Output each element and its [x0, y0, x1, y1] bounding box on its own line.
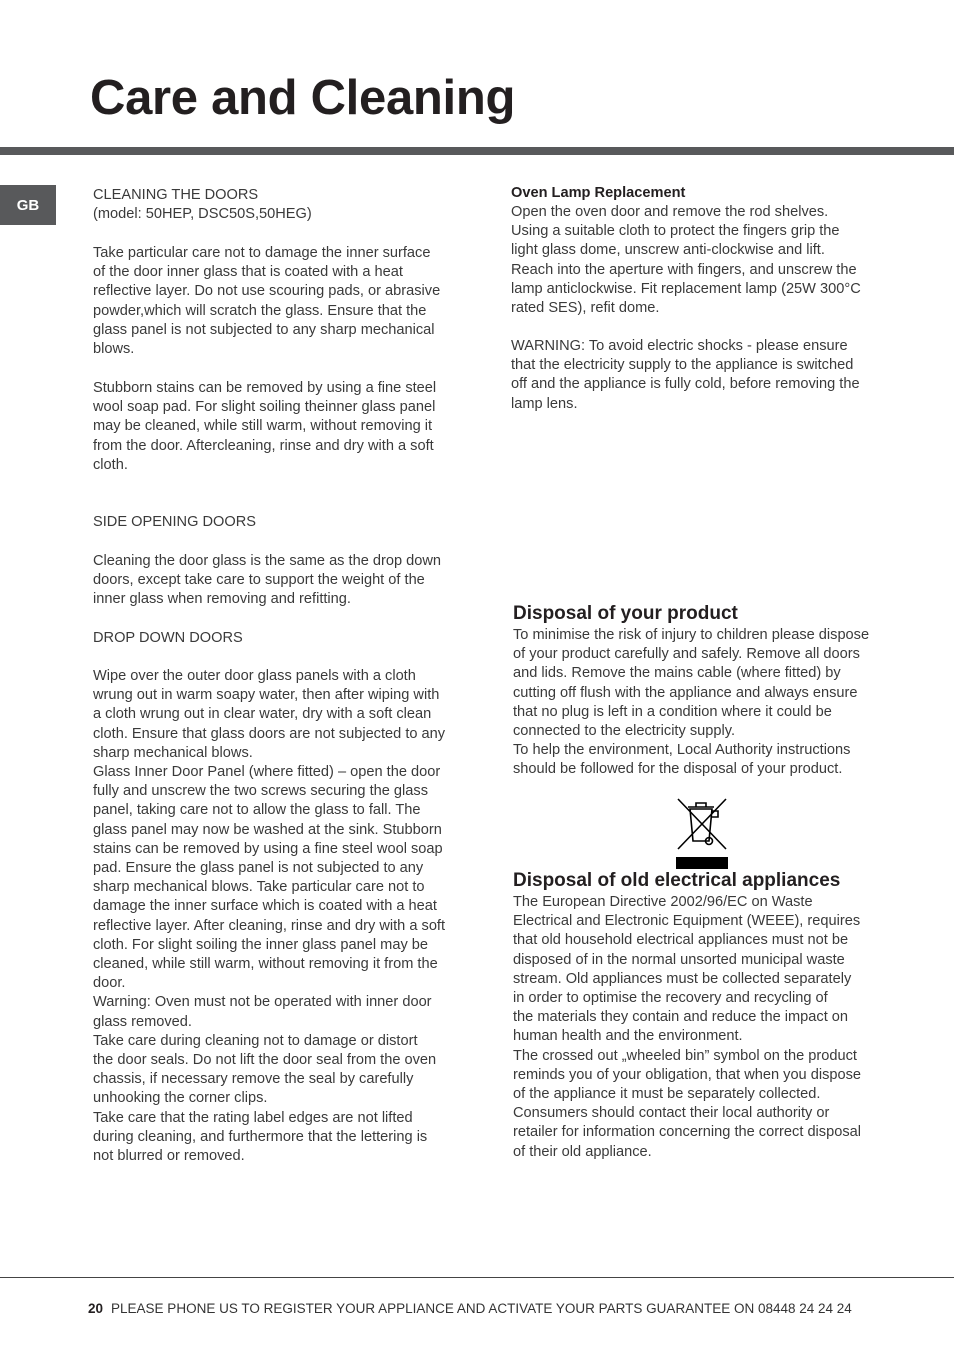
- text-line: and lids. Remove the mains cable (where fitted) by: [513, 665, 841, 682]
- text-line: not blurred or removed.: [93, 1148, 245, 1165]
- text-line: lamp lens.: [511, 395, 578, 412]
- text-line: should be followed for the disposal of your product.: [513, 761, 843, 778]
- text-line: sharp mechanical blows.: [93, 744, 253, 761]
- text-line: Wipe over the outer door glass panels with a cloth: [93, 668, 416, 684]
- text-line: wool soap pad. For slight soiling theinner glass panel: [93, 399, 436, 416]
- text-line: Open the oven door and remove the rod shelves.: [511, 204, 829, 220]
- header-divider: [0, 147, 954, 155]
- text-line: SIDE OPENING DOORS: [93, 514, 256, 530]
- lamp-para: [511, 203, 861, 318]
- text-line: cleaned, while still warm, without removing it from the: [93, 956, 438, 973]
- text-line: rated SES), refit dome.: [511, 300, 660, 317]
- text-line: fully and unscrew the two screws securing the glass: [93, 783, 429, 800]
- text-line: from the door. Aftercleaning, rinse and dry with a soft: [93, 437, 434, 454]
- text-line: of their old appliance.: [513, 1143, 652, 1160]
- text-line: Glass Inner Door Panel (where fitted) – open the door: [93, 764, 441, 781]
- text-line: door.: [93, 975, 126, 992]
- text-line: wrung out in warm soapy water, then after wiping with: [93, 687, 440, 704]
- text-line: Using a suitable cloth to protect the fingers grip the: [511, 223, 840, 240]
- text-line: off and the appliance is fully cold, before removing the: [511, 376, 860, 393]
- text-line: reflective layer. After cleaning, rinse and dry with a soft: [93, 917, 446, 934]
- text-line: Warning: Oven must not be operated with inner door: [93, 994, 432, 1011]
- text-line: WARNING: To avoid electric shocks - please ensure: [511, 338, 848, 354]
- text-line: disposed of in the normal unsorted municipal waste: [513, 951, 845, 968]
- text-line: blows.: [93, 341, 135, 358]
- text-line: during cleaning, and furthermore that the lettering is: [93, 1128, 428, 1145]
- text-line: glass panel may now be washed at the sink. Stubborn: [93, 821, 442, 838]
- text-line: of the appliance it must be separately collected.: [513, 1086, 821, 1103]
- cleaning-doors-heading: [93, 186, 312, 224]
- text-line: Take particular care not to damage the inner surface: [93, 245, 431, 261]
- text-line: panel, taking care not to allow the glass to fall. The: [93, 802, 421, 819]
- crossed-bin-icon: [674, 797, 730, 876]
- weee-paragraph: [513, 893, 861, 1162]
- text-line: that no plug is left in a condition where it could be: [513, 703, 832, 720]
- text-line: stream. Old appliances must be collected separately: [513, 970, 852, 987]
- text-line: doors, except take care to support the weight of the: [93, 572, 425, 589]
- text-line: that the electricity supply to the appliance is switched: [511, 357, 854, 374]
- text-line: lamp anticlockwise. Fit replacement lamp (25W 300°C: [511, 280, 861, 297]
- lamp-heading: Oven Lamp Replacement: [511, 185, 686, 201]
- page-title: Care and Cleaning: [90, 71, 516, 125]
- text-line: Consumers should contact their local authority or: [513, 1105, 830, 1122]
- drop-down-heading: [93, 629, 243, 648]
- text-line: the door seals. Do not lift the door seal from the oven: [93, 1052, 437, 1069]
- language-tab: GB: [0, 185, 56, 225]
- text-line: retailer for information concerning the correct disposal: [513, 1124, 861, 1141]
- inner-surface-para: [93, 244, 440, 359]
- text-line: in order to optimise the recovery and recycling of: [513, 990, 828, 1007]
- footer-divider: [0, 1277, 954, 1278]
- text-line: the materials they contain and reduce the impact on: [513, 1009, 849, 1026]
- text-line: cloth. Ensure that glass doors are not subjected to any: [93, 725, 446, 742]
- text-line: Take care that the rating label edges are not lifted: [93, 1109, 413, 1126]
- text-line: sharp mechanical blows. Take particular care not to: [93, 879, 425, 896]
- weee-heading: Disposal of old electrical appliances: [513, 870, 841, 891]
- lamp-warning-para: [511, 337, 860, 414]
- text-line: DROP DOWN DOORS: [93, 630, 243, 646]
- text-line: reminds you of your obligation, that when you dispose: [513, 1066, 862, 1083]
- stubborn-stains-para: [93, 379, 436, 475]
- text-line: unhooking the corner clips.: [93, 1090, 268, 1107]
- footer-text: PLEASE PHONE US TO REGISTER YOUR APPLIANCE AND ACTIVATE YOUR PARTS GUARANTEE ON 08448 24 24 24: [111, 1301, 852, 1316]
- text-line: To minimise the risk of injury to children please dispose: [513, 627, 870, 643]
- text-line: pad. Ensure the glass panel is not subjected to any: [93, 860, 424, 877]
- side-opening-heading: [93, 513, 256, 532]
- text-line: inner glass when removing and refitting.: [93, 591, 351, 608]
- disposal-paragraph: [513, 626, 869, 780]
- text-line: glass removed.: [93, 1013, 192, 1030]
- text-line: human health and the environment.: [513, 1028, 743, 1045]
- text-line: To help the environment, Local Authority instructions: [513, 742, 851, 759]
- text-line: cloth.: [93, 456, 128, 473]
- drop-down-para: [93, 667, 445, 1166]
- text-line: Stubborn stains can be removed by using a fine steel: [93, 380, 437, 396]
- text-line: The crossed out „wheeled bin” symbol on the product: [513, 1047, 857, 1064]
- text-line: powder,which will scratch the glass. Ensure that the: [93, 302, 427, 319]
- text-line: a cloth wrung out in clear water, dry with a soft clean: [93, 706, 432, 723]
- text-line: may be cleaned, while still warm, without removing it: [93, 418, 433, 435]
- text-line: stains can be removed by using a fine steel wool soap: [93, 840, 443, 857]
- text-line: Take care during cleaning not to damage or distort: [93, 1032, 418, 1049]
- text-line: chassis, if necessary remove the seal by carefully: [93, 1071, 414, 1088]
- footer: [88, 1301, 852, 1316]
- text-line: glass panel is not subjected to any sharp mechanical: [93, 321, 435, 338]
- disposal-heading: Disposal of your product: [513, 603, 738, 624]
- text-line: reflective layer. Do not use scouring pads, or abrasive: [93, 283, 441, 300]
- text-line: light glass dome, unscrew anti-clockwise and lift.: [511, 242, 825, 259]
- text-line: of the door inner glass that is coated with a heat: [93, 264, 403, 281]
- text-line: that old household electrical appliances must not be: [513, 932, 849, 949]
- text-line: (model: 50HEP, DSC50S,50HEG): [93, 206, 312, 223]
- text-line: connected to the electricity supply.: [513, 723, 735, 740]
- text-line: Electrical and Electronic Equipment (WEEE), requires: [513, 913, 861, 930]
- text-line: Cleaning the door glass is the same as the drop down: [93, 553, 442, 569]
- text-line: cloth. For slight soiling the inner glass panel may be: [93, 936, 429, 953]
- text-line: of your product carefully and safely. Remove all doors: [513, 646, 860, 663]
- text-line: CLEANING THE DOORS: [93, 187, 259, 203]
- page-number: 20: [88, 1301, 104, 1316]
- text-line: The European Directive 2002/96/EC on Waste: [513, 894, 813, 910]
- text-line: Reach into the aperture with fingers, and unscrew the: [511, 261, 857, 278]
- text-line: cutting off flush with the appliance and always ensure: [513, 684, 858, 701]
- side-opening-para: [93, 552, 441, 610]
- text-line: damage the inner surface which is coated with a heat: [93, 898, 437, 915]
